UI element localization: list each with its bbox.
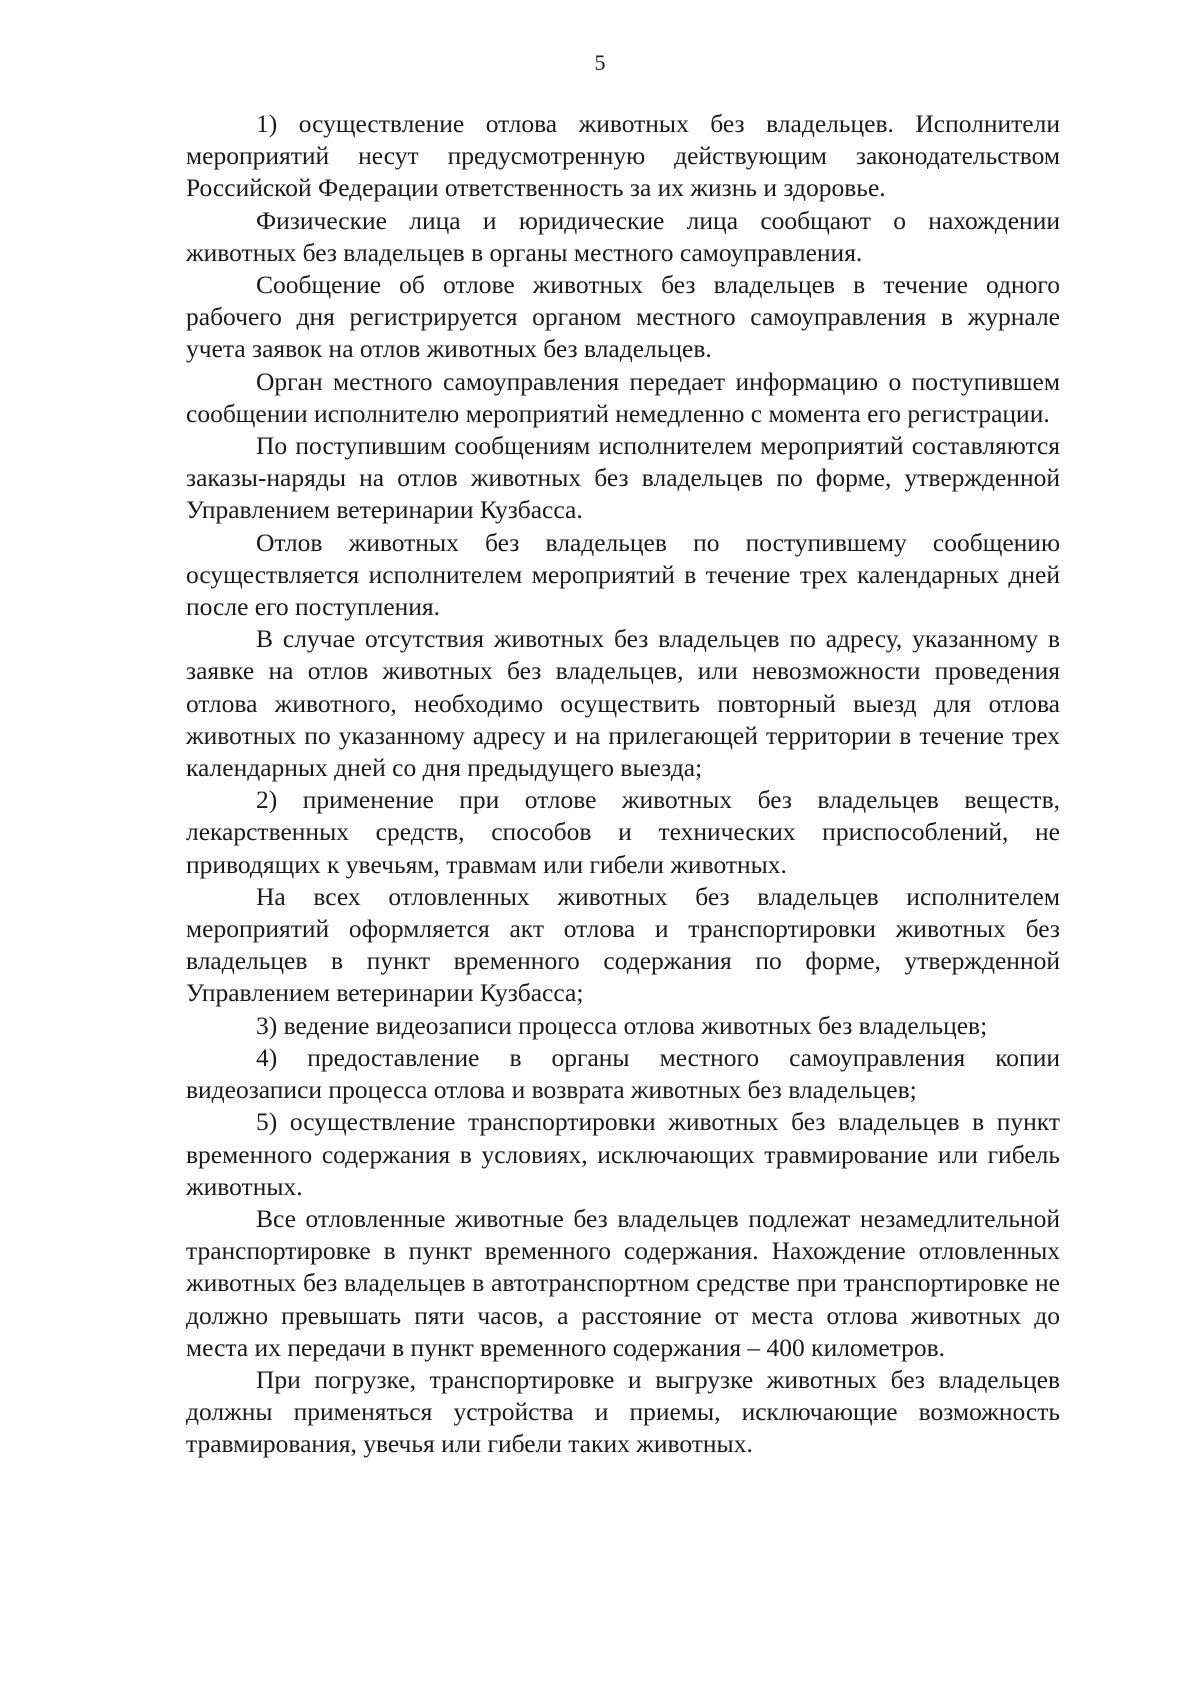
paragraph-7: В случае отсутствия животных без владельцев по адресу, указанному в заявке на отлов животных без владельцев, или невозможности проведения отлова животного, необходимо осуществить повторный выезд для отлова животных по указанному адресу и на прилегающей территории в течение трех календарных дней со дня предыдущего выезда; <box>186 624 1060 783</box>
paragraph-2: Физические лица и юридические лица сообщают о нахождении животных без владельцев в органы местного самоуправления. <box>186 205 1060 267</box>
document-body <box>186 108 1060 1461</box>
paragraph-9: На всех отловленных животных без владельцев исполнителем мероприятий оформляется акт отлова и транспортировки животных без владельцев в пункт временного содержания по форме, утвержденной Управлением ветеринарии Кузбасса; <box>186 881 1060 1008</box>
paragraph-1: 1) осуществление отлова животных без владельцев. Исполнители мероприятий несут предусмотренную действующим законодательством Российской Федерации ответственность за их жизнь и здоровье. <box>186 109 1060 203</box>
paragraph-12: 5) осуществление транспортировки животных без владельцев в пункт временного содержания в условиях, исключающих травмирование или гибель животных. <box>186 1107 1060 1201</box>
paragraph-13: Все отловленные животные без владельцев подлежат незамедлительной транспортировке в пункт временного содержания. Нахождение отловленных животных без владельцев в автотранспортном средстве при транспортировке не должно превышать пяти часов, а расстояние от места отлова животных до места их передачи в пункт временного содержания – 400 километров. <box>186 1203 1060 1362</box>
paragraph-5: По поступившим сообщениям исполнителем мероприятий составляются заказы-наряды на отлов животных без владельцев по форме, утвержденной Управлением ветеринарии Кузбасса. <box>186 431 1060 525</box>
paragraph-8: 2) применение при отлове животных без владельцев веществ, лекарственных средств, способов и технических приспособлений, не приводящих к увечьям, травмам или гибели животных. <box>186 785 1060 879</box>
paragraph-11: 4) предоставление в органы местного самоуправления копии видеозаписи процесса отлова и возврата животных без владельцев; <box>186 1042 1060 1105</box>
paragraph-3: Сообщение об отлове животных без владельцев в течение одного рабочего дня регистрируется органом местного самоуправления в журнале учета заявок на отлов животных без владельцев. <box>186 270 1060 364</box>
paragraph-6: Отлов животных без владельцев по поступившему сообщению осуществляется исполнителем мероприятий в течение трех календарных дней после его поступления. <box>186 527 1060 622</box>
page-number: 5 <box>594 50 606 75</box>
paragraph-14: При погрузке, транспортировке и выгрузке животных без владельцев должны применяться устройства и приемы, исключающие возможность травмирования, увечья или гибели таких животных. <box>186 1364 1060 1459</box>
paragraph-4: Орган местного самоуправления передает информацию о поступившем сообщении исполнителю мероприятий немедленно с момента его регистрации. <box>186 366 1060 428</box>
paragraph-10: 3) ведение видеозаписи процесса отлова животных без владельцев; <box>256 1010 988 1040</box>
